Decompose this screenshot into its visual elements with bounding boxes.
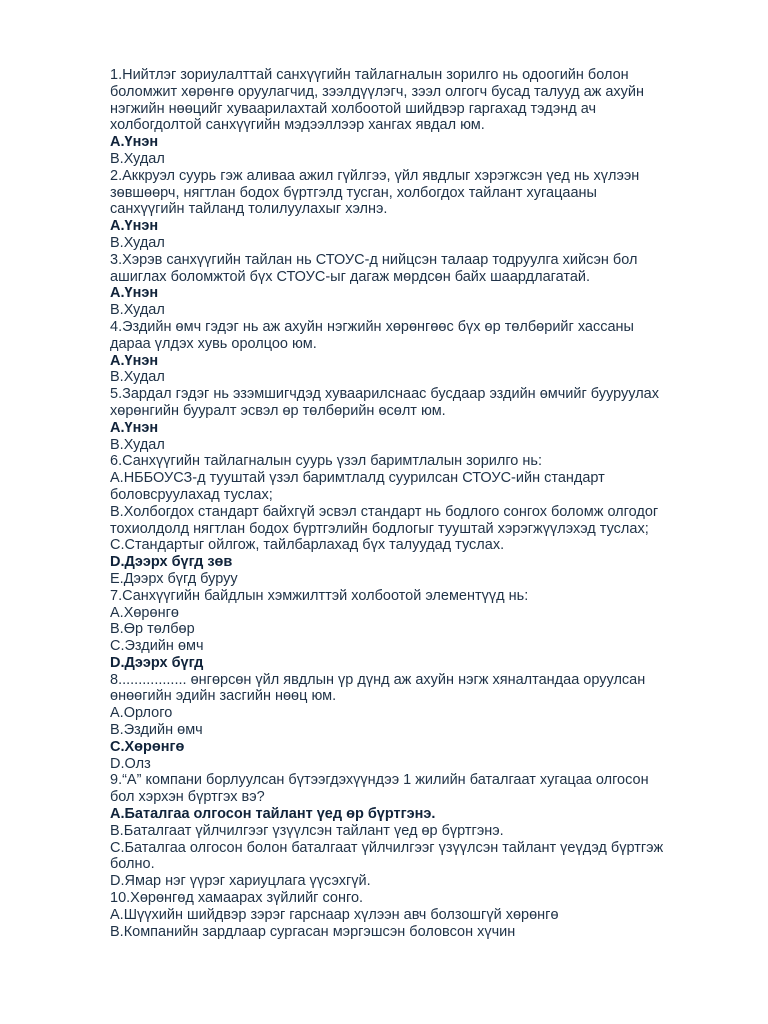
text-line: болно. (110, 856, 155, 873)
text-line: холбогдолтой санхүүгийн мэдээллээр хангах явдал юм. (110, 117, 485, 134)
text-line: боломжит хөрөнгө оруулагчид, зээлдүүлэгч, зээл олгогч бусад талууд аж ахуйн (110, 83, 645, 100)
answer-line: D.Дээрх бүгд зөв (110, 554, 233, 571)
text-line: 8................. өнгөрсөн үйл явдлын үр дүнд аж ахуйн нэгж хяналтандаа оруулсан (110, 671, 646, 688)
answer-line: А.Үнэн (110, 285, 159, 302)
text-line: 6.Санхүүгийн тайлагналын суурь үзэл баримтлалын зорилго нь: (110, 453, 542, 470)
answer-line: А.Үнэн (110, 218, 159, 235)
text-line: С.Эздийн өмч (110, 638, 204, 655)
text-line: А.Хөрөнгө (110, 604, 179, 621)
text-line: А.Шүүхийн шийдвэр зэрэг гарснаар хүлээн авч болзошгүй хөрөнгө (110, 906, 559, 923)
text-line: 1.Нийтлэг зориулалттай санхүүгийн тайлагналын зорилго нь одоогийн болон (110, 67, 629, 83)
answer-line: А.Баталгаа олгосон тайлант үед өр бүртгэнэ. (110, 806, 436, 823)
answer-line: А.Үнэн (110, 419, 159, 436)
text-line: 10.Хөрөнгөд хамаарах зүйлийг сонго. (110, 890, 364, 907)
document-page (110, 67, 730, 940)
text-line: В.Компанийн зардлаар сургасан мэргэшсэн боловсон хүчин (110, 923, 516, 940)
text-line: 7.Санхүүгийн байдлын хэмжилттэй холбоотой элементүүд нь: (110, 587, 529, 604)
text-line: санхүүгийн тайланд толилуулахыг хэлнэ. (110, 201, 388, 218)
text-line: хөрөнгийн бууралт эсвэл өр төлбөрийн өсөлт юм. (110, 402, 446, 419)
text-line: С.Баталгаа олгосон болон баталгаат үйлчилгээг үзүүлсэн тайлант үеүдэд бүртгэж (110, 839, 664, 856)
answer-line: С.Хөрөнгө (110, 738, 185, 755)
text-line: Е.Дээрх бүгд буруу (110, 570, 238, 587)
text-line: дараа үлдэх хувь оролцоо юм. (110, 335, 317, 352)
text-line: боловсруулахад туслах; (110, 486, 273, 503)
text-line: В.Худал (110, 234, 165, 251)
text-line: В.Худал (110, 302, 165, 319)
text-line: D.Олз (110, 755, 151, 772)
text-line: 4.Эздийн өмч гэдэг нь аж ахуйн нэгжийн хөрөнгөөс бүх өр төлбөрийг хассаны (110, 318, 634, 335)
text-line: 5.Зардал гэдэг нь эзэмшигчдэд хуваарилснаас бусдаар эздийн өмчийг бууруулах (110, 386, 659, 403)
text-line: 9.“А” компани борлуулсан бүтээгдэхүүндээ 1 жилийн баталгаат хугацаа олгосон (110, 772, 649, 789)
answer-line: А.Үнэн (110, 134, 159, 151)
text-line: В.Холбогдох стандарт байхгүй эсвэл стандарт нь бодлого сонгох боломж олгодог (110, 503, 659, 520)
text-line: ашиглах боломжтой бүх СТОУС-ыг дагаж мөрдсөн байх шаардлагатай. (110, 268, 591, 285)
text-line: зөвшөөрч, нягтлан бодох бүртгэлд тусган, холбогдох тайлант хугацааны (110, 184, 597, 201)
text-line: 2.Аккруэл суурь гэж аливаа ажил гүйлгээ, үйл явдлыг хэрэгжсэн үед нь хүлээн (110, 167, 640, 184)
text-line: В.Худал (110, 369, 165, 386)
text-line: В.Баталгаат үйлчилгээг үзүүлсэн тайлант үед өр бүртгэнэ. (110, 822, 504, 839)
text-line: С.Стандартыг ойлгож, тайлбарлахад бүх талуудад туслах. (110, 537, 505, 554)
text-line: бол хэрхэн бүртгэх вэ? (110, 789, 265, 806)
text-line: нэгжийн нөөцийг хуваарилахтай холбоотой шийдвэр гаргахад тэдэнд ач (110, 100, 597, 117)
text-line: D.Ямар нэг үүрэг хариуцлага үүсэхгүй. (110, 873, 371, 890)
text-line: А.НББОУСЗ-д тууштай үзэл баримтлалд суурилсан СТОУС-ийн стандарт (110, 470, 605, 487)
answer-line: D.Дээрх бүгд (110, 654, 204, 671)
text-line: В.Худал (110, 150, 165, 167)
text-line: В.Худал (110, 436, 165, 453)
text-line: 3.Хэрэв санхүүгийн тайлан нь СТОУС-д нийцсэн талаар тодруулга хийсэн бол (110, 251, 638, 268)
text-line: В.Өр төлбөр (110, 621, 195, 638)
answer-line: А.Үнэн (110, 352, 159, 369)
text-line: өнөөгийн эдийн засгийн нөөц юм. (110, 688, 337, 705)
text-line: В.Эздийн өмч (110, 722, 203, 739)
text-line: тохиолдолд нягтлан бодох бүртгэлийн бодлогыг тууштай хэрэгжүүлэхэд туслах; (110, 520, 649, 537)
text-line: А.Орлого (110, 705, 173, 722)
